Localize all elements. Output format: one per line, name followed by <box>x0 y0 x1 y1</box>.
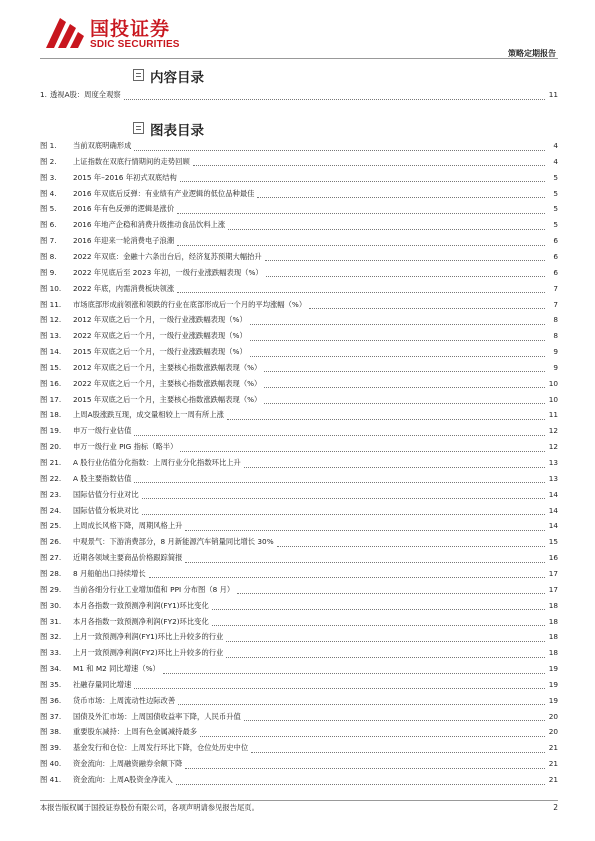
header-divider <box>40 58 558 59</box>
dot-leader <box>180 443 545 452</box>
toc-entry-number: 图 7. <box>40 236 57 246</box>
dot-leader <box>177 237 545 246</box>
toc-entry-page: 18 <box>548 616 558 626</box>
toc-entry-number: 图 20. <box>40 442 62 452</box>
toc-entry[interactable] <box>40 172 558 184</box>
dot-leader <box>264 363 545 372</box>
toc-entry[interactable] <box>40 267 558 279</box>
toc-entry-page: 14 <box>548 521 558 531</box>
toc-entry-page: 17 <box>548 584 558 594</box>
toc-entry-number: 图 38. <box>40 727 62 737</box>
logo-emblem-icon <box>40 12 86 52</box>
dot-leader <box>124 91 545 100</box>
toc-entry-number: 图 26. <box>40 537 62 547</box>
toc-entry-page: 13 <box>548 458 558 467</box>
toc-entry[interactable] <box>40 552 558 564</box>
toc-entry-number: 图 9. <box>40 267 57 277</box>
toc-entry[interactable] <box>40 251 558 263</box>
toc-entry-number: 图 10. <box>40 283 62 293</box>
toc-entry-title: M1 和 M2 同比增速（%） <box>73 664 160 674</box>
toc-entry[interactable] <box>40 299 558 311</box>
toc-entry-title: 当前双底明确形成 <box>73 141 132 150</box>
toc-entry-title: 2022 年底，内需消费板块领涨 <box>73 283 175 293</box>
toc-entry[interactable] <box>40 616 558 628</box>
toc-entry[interactable] <box>40 394 558 406</box>
toc-entry-title: 2012 年双底之后一个月，主要核心指数涨跌幅表现（%） <box>73 362 262 372</box>
toc-entry-page: 18 <box>548 648 558 658</box>
toc-entry-page: 10 <box>548 394 558 404</box>
dot-leader <box>134 474 545 483</box>
toc-entry-title: 资金流向：上周融资融券余额下降 <box>73 759 183 769</box>
toc-entry-number: 图 8. <box>40 251 57 261</box>
toc-entry[interactable] <box>40 362 558 374</box>
toc-entry-title: 近期各领域主要商品价格跟踪简报 <box>73 553 183 563</box>
toc-entry-number: 图 34. <box>40 664 62 674</box>
toc-entry[interactable] <box>40 568 558 580</box>
toc-entry-title: 中观景气：下游消费部分，8 月新能源汽车销量同比增长 30% <box>73 537 274 547</box>
toc-entry-title: 上月一致预测净利润(FY1)环比上升较多的行业 <box>73 632 224 642</box>
toc-entry[interactable] <box>40 457 558 469</box>
dot-leader <box>237 585 545 594</box>
page-header <box>40 10 558 58</box>
toc-entry-title: 本月各指数一致预测净利润(FY1)环比变化 <box>73 600 209 610</box>
toc-entry-title: 上周A股涨跌互现，成交量相较上一周有所上涨 <box>73 410 224 420</box>
toc-entry-number: 图 3. <box>40 172 57 182</box>
dot-leader <box>185 522 545 531</box>
toc-entry-page: 6 <box>553 267 558 277</box>
dot-leader <box>134 142 545 151</box>
toc-entry-title: 货币市场：上周流动性边际改善 <box>73 695 176 705</box>
toc-entry-page: 4 <box>553 141 558 150</box>
toc-entry-page: 14 <box>548 505 558 515</box>
toc-entry-number: 图 33. <box>40 648 62 658</box>
toc-entry[interactable] <box>40 663 558 675</box>
toc-entry-number: 图 23. <box>40 489 62 499</box>
toc-entry[interactable] <box>40 346 558 358</box>
dot-leader <box>185 554 545 563</box>
toc-entry[interactable] <box>40 695 558 707</box>
toc-entry-page: 9 <box>553 347 558 357</box>
dot-leader <box>177 205 545 214</box>
toc-entry[interactable] <box>40 188 558 200</box>
toc-entry-number: 图 11. <box>40 299 62 309</box>
toc-entry[interactable] <box>40 726 558 738</box>
dot-leader <box>244 712 545 721</box>
toc-entry-page: 21 <box>548 759 558 769</box>
dot-leader <box>200 728 545 737</box>
contents-title: 内容目录 <box>150 70 204 86</box>
toc-entry-page: 20 <box>548 727 558 737</box>
logo-english-name: SDIC SECURITIES <box>90 39 180 50</box>
toc-entry-number: 图 19. <box>40 426 62 436</box>
dot-leader <box>134 427 545 436</box>
toc-entry[interactable] <box>40 473 558 485</box>
toc-entry-number: 图 41. <box>40 775 62 784</box>
toc-entry-number: 1. <box>40 90 47 99</box>
logo-chinese-name: 国投证券 <box>90 18 171 40</box>
list-icon <box>133 69 144 81</box>
toc-entry-title: 2015 年双底之后一个月，一级行业涨跌幅表现（%） <box>73 347 247 357</box>
dot-leader <box>266 268 545 277</box>
toc-entry-page: 19 <box>548 664 558 674</box>
toc-entry-number: 图 2. <box>40 156 57 166</box>
toc-entry[interactable] <box>40 219 558 231</box>
toc-entry-number: 图 39. <box>40 743 62 753</box>
toc-entry[interactable] <box>40 330 558 342</box>
toc-entry-title: 2022 年双底之后一个月，主要核心指数涨跌幅表现（%） <box>73 378 262 388</box>
toc-entry-title: 2022 年见底后至 2023 年初，一级行业涨跌幅表现（%） <box>73 267 263 277</box>
toc-entry-number: 图 17. <box>40 394 62 404</box>
footer-divider <box>40 800 558 801</box>
toc-entry[interactable] <box>40 409 558 421</box>
dot-leader <box>228 221 545 230</box>
dot-leader <box>212 601 545 610</box>
toc-entry-number: 图 12. <box>40 315 62 325</box>
toc-entry-page: 5 <box>553 188 558 198</box>
dot-leader <box>193 157 545 166</box>
toc-entry-title: A 股行业估值分化指数：上周行业分化指数环比上升 <box>73 458 241 467</box>
toc-entry-number: 图 6. <box>40 220 57 230</box>
toc-entry-title: 国际估值分板块对比 <box>73 505 139 515</box>
dot-leader <box>251 744 545 753</box>
toc-entry-title: 申万一级行业 PIG 指标（略半） <box>73 442 178 452</box>
toc-entry[interactable] <box>40 584 558 596</box>
dot-leader <box>227 411 545 420</box>
toc-entry-page: 4 <box>553 156 558 166</box>
toc-entry-title: 2015 年双底之后一个月，主要核心指数涨跌幅表现（%） <box>73 394 262 404</box>
toc-entry-number: 图 21. <box>40 458 62 467</box>
dot-leader <box>277 538 545 547</box>
toc-entry-number: 图 31. <box>40 616 62 626</box>
toc-entry-page: 21 <box>548 743 558 753</box>
toc-entry-page: 8 <box>553 315 558 325</box>
toc-entry-number: 图 37. <box>40 711 62 721</box>
toc-entry-title: 当前各细分行业工业增加值和 PPI 分布图（8 月） <box>73 584 235 594</box>
toc-entry[interactable] <box>40 758 558 770</box>
toc-entry[interactable] <box>40 89 558 101</box>
dot-leader <box>264 395 545 404</box>
dot-leader <box>142 506 545 515</box>
toc-entry[interactable] <box>40 631 558 643</box>
dot-leader <box>178 696 545 705</box>
dot-leader <box>142 490 545 499</box>
toc-entry-title: 8 月船舶出口持续增长 <box>73 568 146 578</box>
toc-entry-number: 图 15. <box>40 362 62 372</box>
toc-entry-page: 11 <box>548 410 558 420</box>
toc-entry-number: 图 24. <box>40 505 62 515</box>
toc-entry-page: 5 <box>553 172 558 182</box>
list-icon <box>133 122 144 134</box>
toc-entry-title: 2016 年有色反弹的逻辑是涨价 <box>73 204 175 214</box>
toc-entry-number: 图 16. <box>40 378 62 388</box>
dot-leader <box>163 665 545 674</box>
toc-entry-page: 7 <box>553 299 558 309</box>
toc-entry-title: 2022 年双底：金融十六条出台后，经济复苏预期大幅抬升 <box>73 251 262 261</box>
toc-entry[interactable] <box>40 742 558 754</box>
dot-leader <box>265 252 545 261</box>
toc-entry-title: A 股主要指数估值 <box>73 473 132 483</box>
toc-entry-title: 透视A股：周度全观察 <box>50 90 121 99</box>
copyright-notice: 本报告版权属于国投证券股份有限公司，各项声明请参见报告尾页。 <box>40 803 259 812</box>
toc-entry-page: 16 <box>548 553 558 563</box>
toc-entry[interactable] <box>40 600 558 612</box>
toc-entry[interactable] <box>40 156 558 168</box>
toc-entry[interactable] <box>40 536 558 548</box>
dot-leader <box>212 617 545 626</box>
toc-entry[interactable] <box>40 314 558 326</box>
toc-entry-page: 21 <box>548 775 558 784</box>
toc-entry[interactable] <box>40 203 558 215</box>
toc-entry-number: 图 1. <box>40 141 57 150</box>
toc-entry[interactable] <box>40 140 558 152</box>
toc-entry-title: 上周成长风格下降，周期风格上升 <box>73 521 183 531</box>
toc-entry[interactable] <box>40 520 558 532</box>
toc-entry-number: 图 28. <box>40 568 62 578</box>
toc-entry[interactable] <box>40 505 558 517</box>
toc-entry-title: 2016 年双底后反弹：有业绩有产业逻辑的低位品种最佳 <box>73 188 255 198</box>
dot-leader <box>134 680 545 689</box>
company-logo <box>40 12 200 56</box>
figures-title: 图表目录 <box>150 123 204 139</box>
toc-entry-page: 15 <box>548 537 558 547</box>
toc-entry-title: 基金发行和仓位：上周发行环比下降，仓位处历史中位 <box>73 743 249 753</box>
toc-entry-title: 本月各指数一致预测净利润(FY2)环比变化 <box>73 616 209 626</box>
toc-entry-page: 19 <box>548 679 558 689</box>
dot-leader <box>244 459 545 468</box>
toc-entry-page: 14 <box>548 489 558 499</box>
toc-entry-number: 图 14. <box>40 347 62 357</box>
dot-leader <box>176 776 545 785</box>
toc-entry-page: 18 <box>548 632 558 642</box>
toc-entry-page: 5 <box>553 204 558 214</box>
toc-entry-page: 7 <box>553 283 558 293</box>
toc-entry-number: 图 30. <box>40 600 62 610</box>
dot-leader <box>250 316 545 325</box>
toc-entry-title: 社融存量同比增速 <box>73 679 132 689</box>
toc-entry-title: 上证指数在双底行情期间的走势回顾 <box>73 156 190 166</box>
toc-entry-title: 资金流向：上周A股资金净流入 <box>73 775 173 784</box>
toc-entry-title: 市场底部形成前领涨和领跌的行业在底部形成后一个月的平均涨幅（%） <box>73 299 307 309</box>
toc-entry-title: 2012 年双底之后一个月，一级行业涨跌幅表现（%） <box>73 315 247 325</box>
toc-entry-number: 图 35. <box>40 679 62 689</box>
toc-entry[interactable] <box>40 235 558 247</box>
toc-entry-title: 2016 年地产企稳和消费升级推动食品饮料上涨 <box>73 220 226 230</box>
toc-entry-page: 19 <box>548 695 558 705</box>
toc-entry-number: 图 18. <box>40 410 62 420</box>
toc-entry[interactable] <box>40 711 558 723</box>
toc-entry-number: 图 13. <box>40 331 62 341</box>
toc-entry-number: 图 40. <box>40 759 62 769</box>
toc-entry-page: 8 <box>553 331 558 341</box>
toc-entry-title: 国债及外汇市场：上周国债收益率下降，人民币升值 <box>73 711 241 721</box>
toc-entry-title: 国际估值分行业对比 <box>73 489 139 499</box>
dot-leader <box>309 300 545 309</box>
toc-entry-page: 5 <box>553 220 558 230</box>
toc-entry-title: 2022 年双底之后一个月，一级行业涨跌幅表现（%） <box>73 331 247 341</box>
toc-entry[interactable] <box>40 489 558 501</box>
dot-leader <box>185 760 545 769</box>
toc-entry-page: 20 <box>548 711 558 721</box>
toc-entry[interactable] <box>40 679 558 691</box>
toc-entry-page: 18 <box>548 600 558 610</box>
toc-entry-title: 2016 年迎来一轮消费电子浪潮 <box>73 236 175 246</box>
toc-entry-number: 图 27. <box>40 553 62 563</box>
report-type-label: 策略定期报告 <box>508 49 556 58</box>
toc-entry-title: 上月一致预测净利润(FY2)环比上升较多的行业 <box>73 648 224 658</box>
toc-entry-number: 图 25. <box>40 521 62 531</box>
dot-leader <box>264 379 545 388</box>
toc-entry-title: 2015 年–2016 年初式双底结构 <box>73 172 177 182</box>
toc-entry-page: 6 <box>553 251 558 261</box>
dot-leader <box>226 633 545 642</box>
dot-leader <box>257 189 545 198</box>
toc-entry-number: 图 29. <box>40 584 62 594</box>
toc-entry[interactable] <box>40 283 558 295</box>
toc-entry-number: 图 5. <box>40 204 57 214</box>
toc-entry[interactable] <box>40 647 558 659</box>
toc-entry-page: 9 <box>553 362 558 372</box>
toc-entry-page: 11 <box>548 90 558 99</box>
dot-leader <box>250 348 545 357</box>
toc-entry[interactable] <box>40 425 558 437</box>
toc-entry-page: 17 <box>548 568 558 578</box>
dot-leader <box>177 284 545 293</box>
toc-entry[interactable] <box>40 441 558 453</box>
toc-entry-page: 6 <box>553 236 558 246</box>
toc-entry-page: 12 <box>548 426 558 436</box>
toc-entry-title: 重要股东减持：上周有色金属减持最多 <box>73 727 198 737</box>
toc-entry-number: 图 36. <box>40 695 62 705</box>
dot-leader <box>149 569 545 578</box>
dot-leader <box>250 332 545 341</box>
toc-entry-page: 13 <box>548 473 558 483</box>
toc-entry-page: 12 <box>548 442 558 452</box>
toc-entry-page: 10 <box>548 378 558 388</box>
page-number: 2 <box>553 803 558 812</box>
toc-entry[interactable] <box>40 378 558 390</box>
dot-leader <box>226 649 545 658</box>
toc-entry-title: 申万一级行业估值 <box>73 426 132 436</box>
toc-entry-number: 图 22. <box>40 473 62 483</box>
dot-leader <box>180 173 545 182</box>
toc-entry[interactable] <box>40 774 558 786</box>
toc-entry-number: 图 32. <box>40 632 62 642</box>
toc-entry-number: 图 4. <box>40 188 57 198</box>
